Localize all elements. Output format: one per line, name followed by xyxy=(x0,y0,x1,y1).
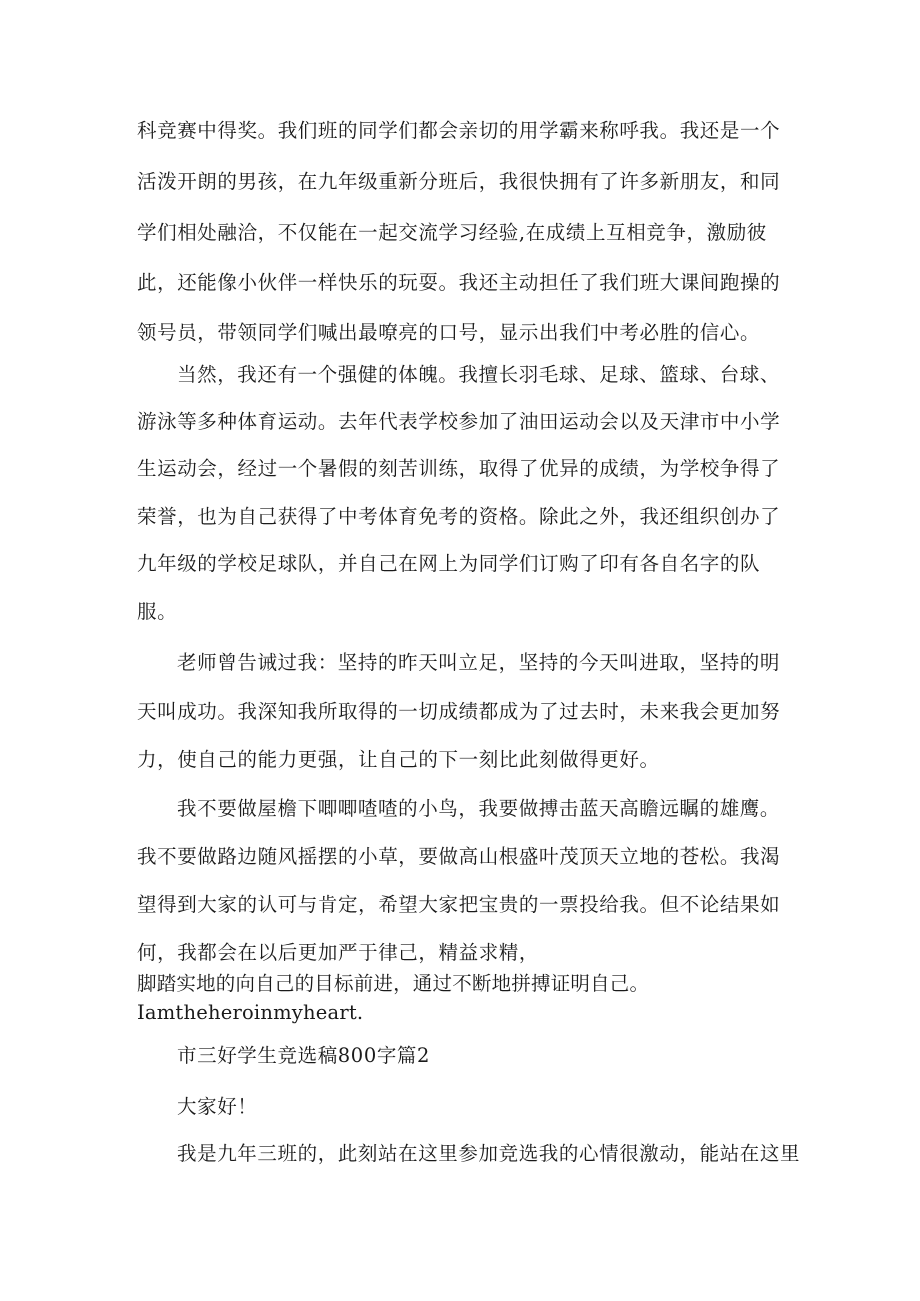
paragraph-start: 老师曾告诫过我：坚持的昨天叫立足，坚持的今天叫进取，坚持的明 xyxy=(177,651,781,674)
text-line: 我不要做路边随风摇摆的小草，要做高山根盛叶茂顶天立地的苍松。我渴 xyxy=(137,845,781,868)
greeting: 大家好！ xyxy=(177,1095,258,1118)
text-line: 服。 xyxy=(137,600,178,623)
paragraph-start: 我不要做屋檐下唧唧喳喳的小鸟，我要做搏击蓝天高瞻远瞩的雄鹰。 xyxy=(177,797,781,820)
text-line: 此，还能像小伙伴一样快乐的玩耍。我还主动担任了我们班大课间跑操的 xyxy=(137,271,781,294)
text-line: 望得到大家的认可与肯定，希望大家把宝贵的一票投给我。但不论结果如 xyxy=(137,893,781,916)
paragraph-start: 当然，我还有一个强健的体魄。我擅长羽毛球、足球、篮球、台球、 xyxy=(177,363,781,386)
text-line: 领号员，带领同学们喊出最嘹亮的口号，显示出我们中考必胜的信心。 xyxy=(137,321,761,344)
text-line: 天叫成功。我深知我所取得的一切成绩都成为了过去时，未来我会更加努 xyxy=(137,700,781,723)
text-line: 荣誉，也为自己获得了中考体育免考的资格。除此之外，我还组织创办了 xyxy=(137,505,781,528)
paragraph-start: 我是九年三班的，此刻站在这里参加竞选我的心情很激动，能站在这里 xyxy=(177,1142,801,1165)
section-heading: 市三好学生竞选稿800字篇2 xyxy=(177,1044,431,1067)
text-line: 脚踏实地的向自己的目标前进，通过不断地拼搏证明自己。 xyxy=(137,972,650,995)
text-line: 科竞赛中得奖。我们班的同学们都会亲切的用学霸来称呼我。我还是一个 xyxy=(137,119,781,142)
text-line: 游泳等多种体育运动。去年代表学校参加了油田运动会以及天津市中小学 xyxy=(137,410,781,433)
english-line: Iamtheheroinmyheart. xyxy=(137,1001,364,1024)
text-line: 力，使自己的能力更强，让自己的下一刻比此刻做得更好。 xyxy=(137,748,660,771)
text-line: 九年级的学校足球队，并自己在网上为同学们订购了印有各自名字的队 xyxy=(137,552,761,575)
text-line: 何，我都会在以后更加严于律己，精益求精， xyxy=(137,941,540,964)
text-line: 生运动会，经过一个暑假的刻苦训练，取得了优异的成绩，为学校争得了 xyxy=(137,457,781,480)
text-line: 学们相处融洽，不仅能在一起交流学习经验,在成绩上互相竞争，激励彼 xyxy=(137,221,767,244)
text-line: 活泼开朗的男孩，在九年级重新分班后，我很快拥有了许多新朋友，和同 xyxy=(137,170,781,193)
